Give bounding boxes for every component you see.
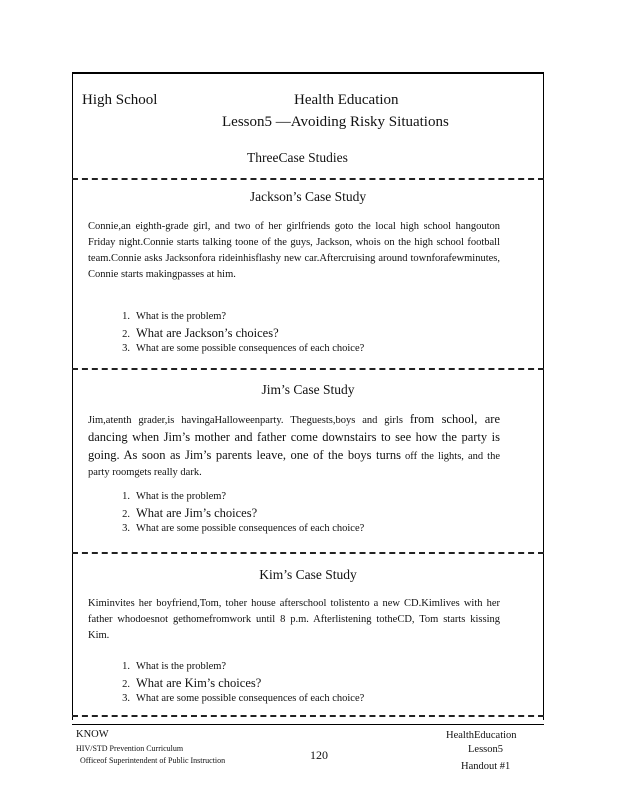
case-story-text: Kiminvites her boyfriend,Tom, toher house afterschool tolistento a new CD.Kimlives with her father whodoesnot gethomefromwork until 8 p.m. Afterlistening totheCD, Tom starts kissing Kim. <box>88 598 500 641</box>
subject-title: Health Education <box>294 92 399 108</box>
footer-lesson: Lesson5 <box>468 744 503 755</box>
divider <box>72 552 544 554</box>
question-item: 3. What are some possible consequences of each choice? <box>122 343 365 354</box>
divider <box>72 178 544 180</box>
lesson-title: Lesson5 —Avoiding Risky Situations <box>222 114 449 130</box>
question-item: 2. What are Jim’s choices? <box>122 506 258 520</box>
footer-rule <box>72 724 544 725</box>
case-title: Kim’s Case Study <box>259 567 357 582</box>
footer-office: Officeof Superintendent of Public Instruction <box>80 756 226 765</box>
question-item: 1. What is the problem? <box>122 661 227 672</box>
case-title: Jim’s Case Study <box>261 382 355 397</box>
divider <box>72 715 544 717</box>
question-item: 2. What are Jackson’s choices? <box>122 326 279 340</box>
question-item: 2. What are Kim’s choices? <box>122 676 262 690</box>
case-story-text: Connie,an eighth-grade girl, and two of her girlfriends goto the local high school hangouton Friday night.Connie starts talking toone of the guys, Jackson, whois on the high school football team.Connie asks Jacksonfora rideinhisflashy new car.Aftercruising around townforafewminutes, Connie starts makingpasses at him. <box>88 221 500 280</box>
question-item: 3. What are some possible consequences of each choice? <box>122 523 365 534</box>
footer-subject: HealthEducation <box>446 730 517 741</box>
case-story <box>88 219 500 283</box>
question-list <box>110 659 364 707</box>
case-story-emphasis: from school, are dancing when Jim’s mother and father come downstairs to see how the party is going. As soon as Jim’s parents leave, one of the boys turns <box>88 412 500 462</box>
case-story-tail: off the lights, and the party roomgets really dark. <box>88 451 500 478</box>
footer-curriculum: HIV/STD Prevention Curriculum <box>76 744 184 753</box>
school-level: High School <box>82 92 158 108</box>
page-number: 120 <box>310 748 328 762</box>
footer-know: KNOW <box>76 729 109 740</box>
divider <box>72 368 544 370</box>
question-item: 1. What is the problem? <box>122 311 227 322</box>
question-list <box>110 489 364 537</box>
question-item: 1. What is the problem? <box>122 491 227 502</box>
question-item: 3. What are some possible consequences of each choice? <box>122 693 365 704</box>
question-list <box>110 309 364 357</box>
case-title: Jackson’s Case Study <box>249 189 367 204</box>
case-story <box>88 596 500 644</box>
subtitle: ThreeCase Studies <box>247 150 348 165</box>
footer-handout: Handout #1 <box>461 761 511 772</box>
case-story <box>88 411 500 481</box>
case-story-text: Jim,atenth grader,is havingaHalloweenparty. Theguests,boys and girls <box>88 415 403 426</box>
